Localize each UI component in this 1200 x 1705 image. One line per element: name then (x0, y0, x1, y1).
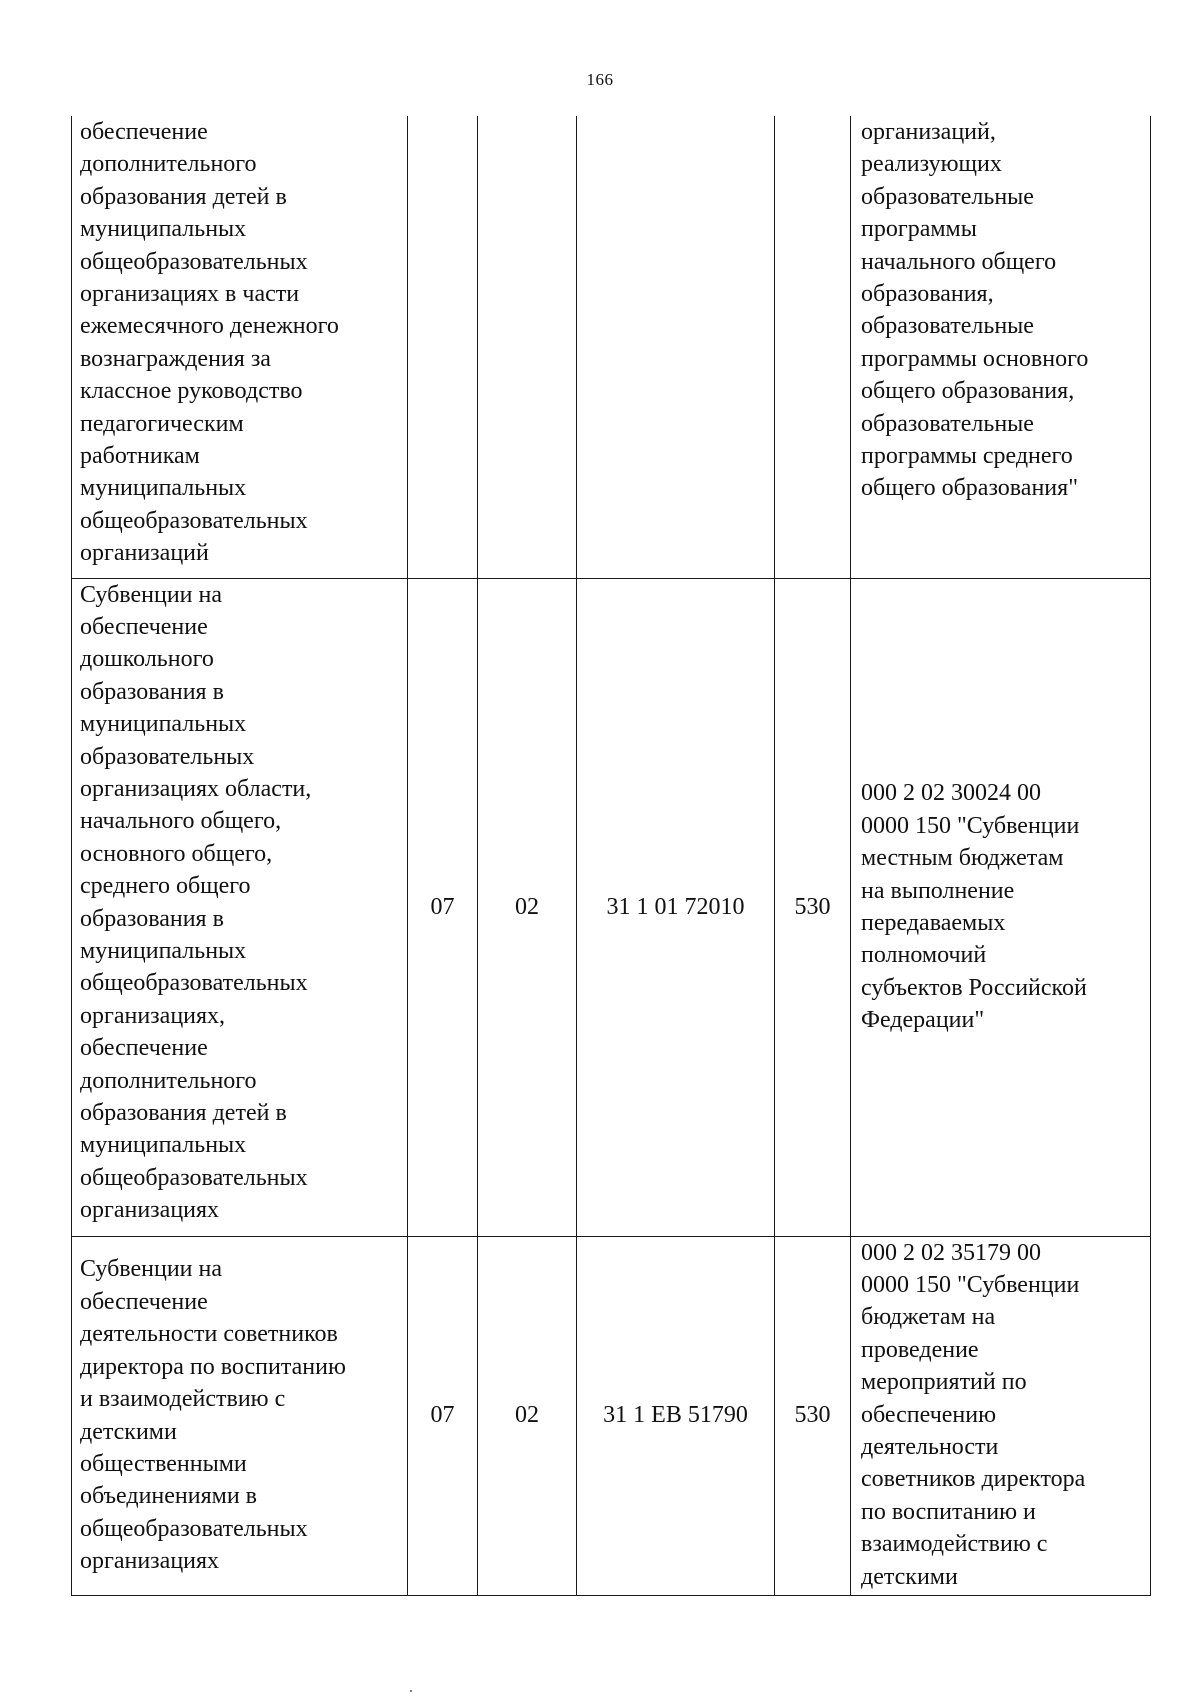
subsection-code: 02 (478, 1236, 577, 1595)
target-article-code (577, 116, 775, 578)
expense-type-code: 530 (775, 578, 851, 1236)
revenue-code-description: 000 2 02 30024 00 0000 150 "Субвенции местным бюджетам на выполнение передаваемых полномочий субъектов Российской Федерации" (851, 578, 1151, 1236)
revenue-code-description: 000 2 02 35179 00 0000 150 "Субвенции бюджетам на проведение мероприятий по обеспечению деятельности советников директора по воспитанию и взаимодействию с детскими (851, 1236, 1151, 1595)
table-row (72, 1236, 1151, 1595)
table-row (72, 116, 1151, 578)
revenue-code-description: организаций, реализующих образовательные программы начального общего образования, образовательные программы основного общего образования, образовательные программы среднего общего образования" (851, 116, 1151, 578)
target-article-code: 31 1 ЕВ 51790 (577, 1236, 775, 1595)
expense-type-code (775, 116, 851, 578)
expense-description: Субвенции на обеспечение деятельности советников директора по воспитанию и взаимодействию с детскими общественными объединениями в общеобразовательных организациях (72, 1236, 408, 1595)
section-code (408, 116, 478, 578)
section-code: 07 (408, 578, 478, 1236)
target-article-code: 31 1 01 72010 (577, 578, 775, 1236)
expense-type-code: 530 (775, 1236, 851, 1595)
table-row (72, 578, 1151, 1236)
expense-description: Субвенции на обеспечение дошкольного образования в муниципальных образовательных организациях области, начального общего, основного общего, среднего общего образования в муниципальных общеобразовательных организациях, обеспечение дополнительного образования детей в муниципальных общеобразовательных организациях (72, 578, 408, 1236)
subsection-code: 02 (478, 578, 577, 1236)
scan-speck (410, 1690, 412, 1692)
page-number: 166 (586, 70, 614, 89)
budget-table (71, 116, 1151, 1596)
section-code: 07 (408, 1236, 478, 1595)
subsection-code (478, 116, 577, 578)
expense-description: обеспечение дополнительного образования детей в муниципальных общеобразовательных организациях в части ежемесячного денежного вознаграждения за классное руководство педагогическим работникам муниципальных общеобразовательных организаций (72, 116, 408, 578)
